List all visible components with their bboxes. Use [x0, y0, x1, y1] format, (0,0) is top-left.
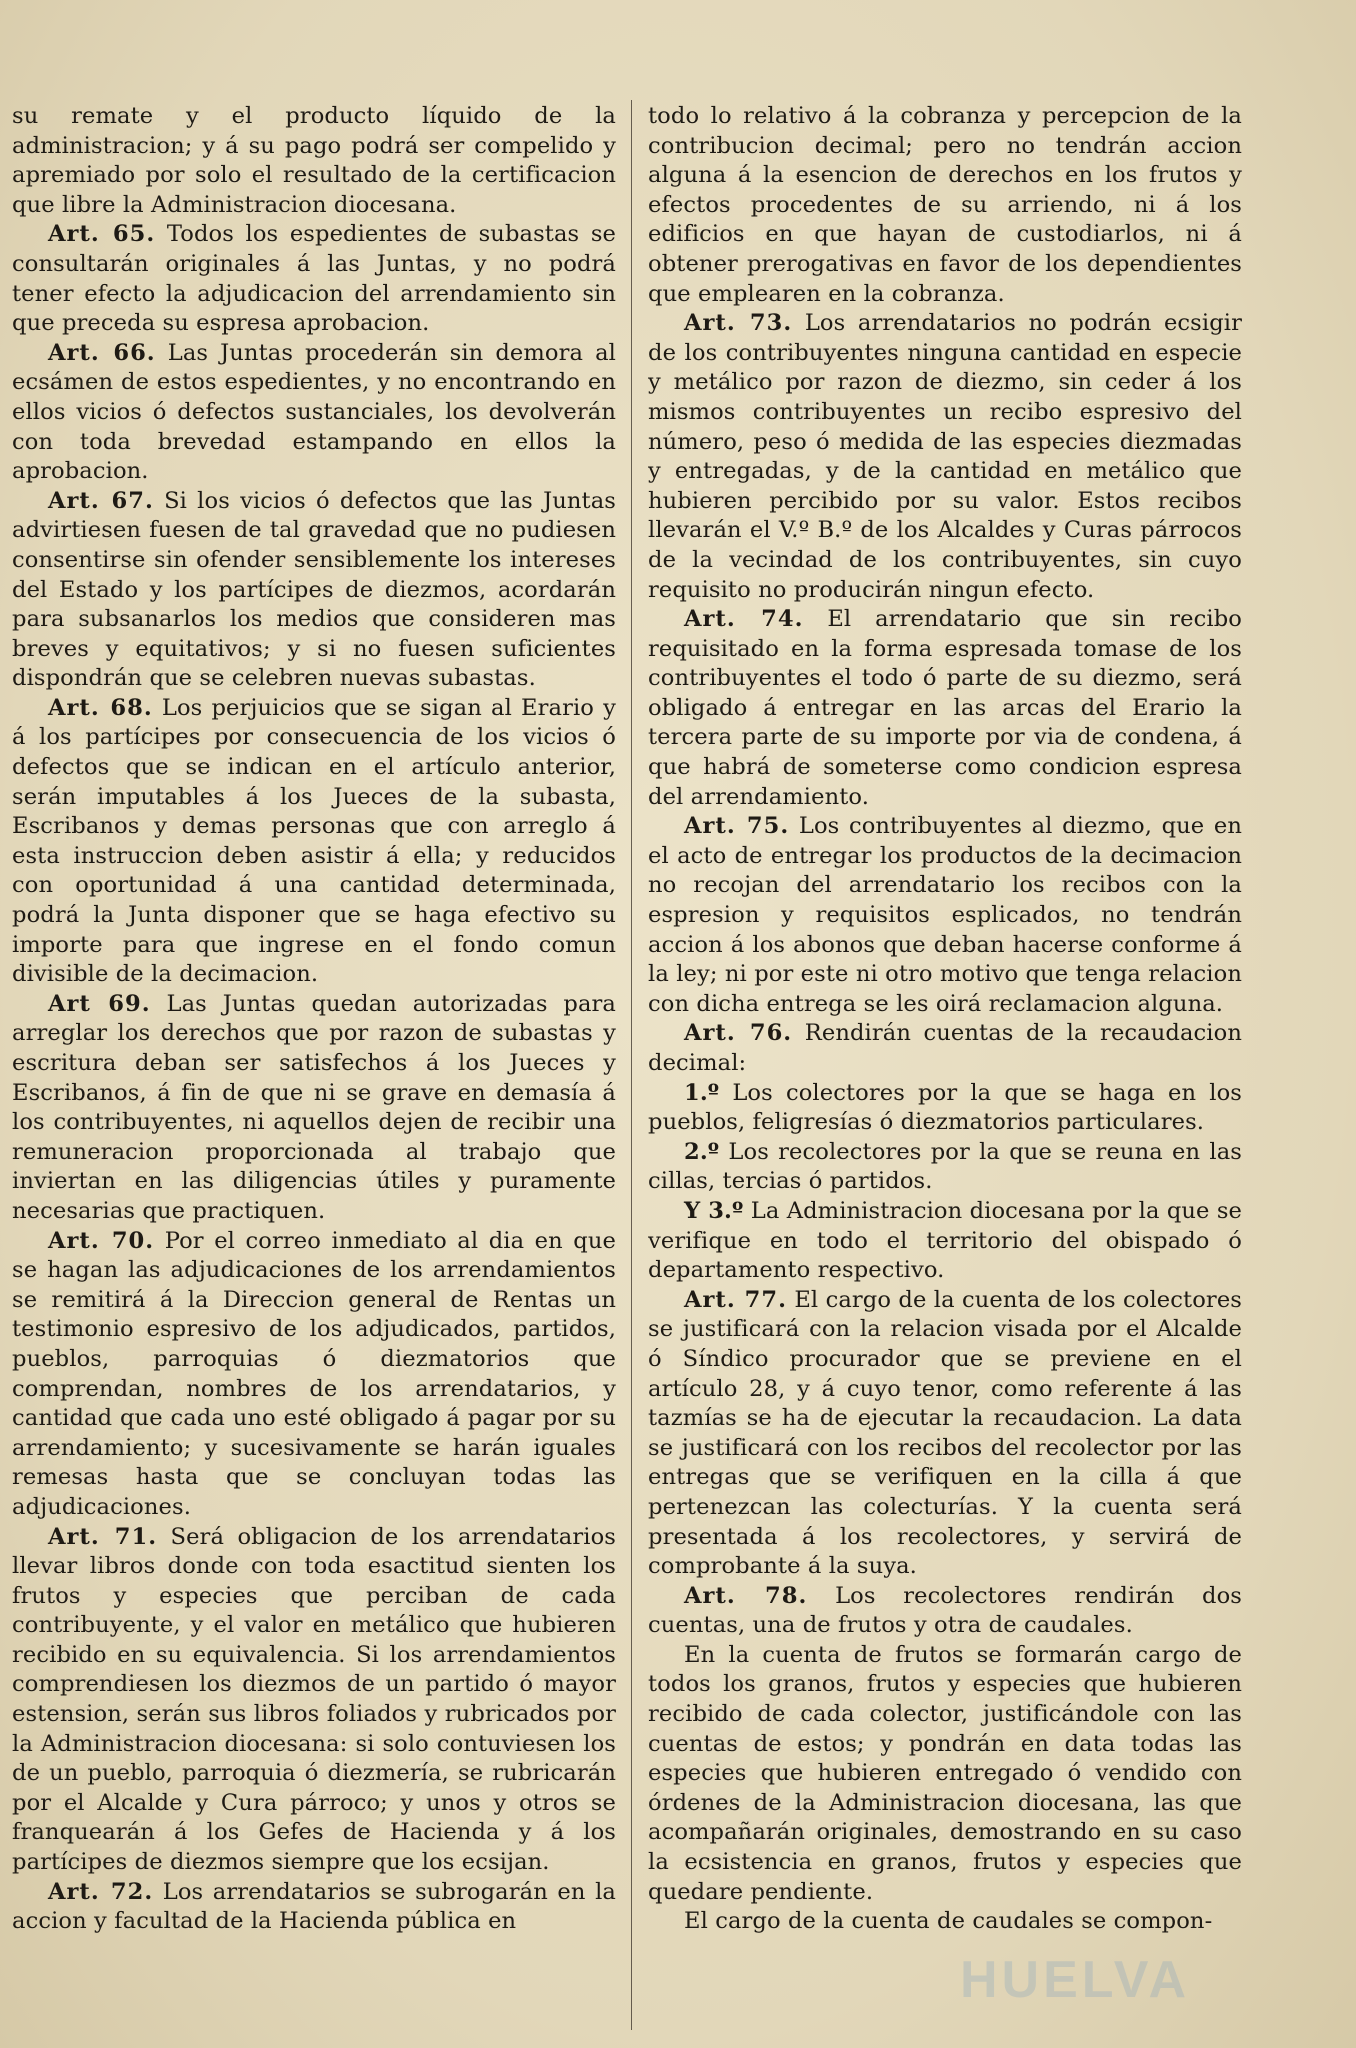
article-67	[12, 487, 616, 694]
article-label: Art. 66.	[48, 339, 156, 366]
article-text: Los perjuicios que se sigan al Erario y á los partícipes por consecuencia de los vicios ó defectos que se indican en el artículo anterior, serán imputables á los Jueces de la subasta, Escribanos y demas personas que con arreglo á esta instruccion deben asistir á ella; y reducidos con oportunidad á una cantidad determinada, podrá la Junta disponer que se haga efectivo su importe para que ingrese en el fondo comun divisible de la decimacion.	[12, 694, 616, 988]
article-label: Art. 72.	[48, 1878, 154, 1905]
article-label: Art. 75.	[684, 813, 790, 840]
article-text: El cargo de la cuenta de los colectores se justificará con la relacion visada por el Alcalde ó Síndico procurador que se previene en el artículo 28, y á cuyo tenor, como referente á las tazmías se ha de ejecutar la recaudacion. La data se justificará con los recibos del recolector por las entregas que se verifiquen en la cilla á que pertenezcan las colecturías. Y la cuenta será presentada á los recolectores, y servirá de comprobante á la suya.	[648, 1286, 1242, 1580]
article-69	[12, 990, 616, 1227]
list-item-2	[648, 1138, 1242, 1197]
article-text: Los arrendatarios no podrán ecsigir de los contribuyentes ninguna cantidad en especie y metálico por razon de diezmo, sin ceder á los mismos contribuyentes un recibo espresivo del número, peso ó medida de las especies diezmadas y entregadas, y de la cantidad en metálico que hubieren percibido por su valor. Estos recibos llevarán el V.º B.º de los Alcaldes y Curas párrocos de la vecindad de los contribuyentes, sin cuyo requisito no producirán ningun efecto.	[648, 310, 1242, 603]
article-label: Art. 77.	[684, 1286, 787, 1313]
article-71	[12, 1523, 616, 1878]
watermark: HUELVA	[960, 1951, 1191, 2009]
article-label: Art. 74.	[684, 606, 804, 633]
article-68	[12, 694, 616, 990]
article-65	[12, 220, 616, 338]
article-text: Será obligacion de los arrendatarios llevar libros donde con toda esactitud sienten los frutos y especies que perciban de cada contribuyente, y el valor en metálico que hubieren recibido en su equivalencia. Si los arrendamientos comprendiesen los diezmos de un partido ó mayor estension, serán sus libros foliados y rubricados por la Administracion diocesana: si solo contuviesen los de un pueblo, parroquia ó diezmería, se rubricarán por el Alcalde y Cura párroco; y unos y otros se franquearán á los Gefes de Hacienda y á los partícipes de diezmos siempre que los ecsijan.	[12, 1523, 616, 1876]
article-74	[648, 605, 1242, 812]
article-text: Todos los espedientes de subastas se consultarán originales á las Juntas, y no podrá tener efecto la adjudicacion del arrendamiento sin que preceda su espresa aprobacion.	[12, 221, 616, 337]
article-78	[648, 1582, 1242, 1641]
list-item-1	[648, 1079, 1242, 1138]
article-label: Art 69.	[48, 990, 151, 1017]
article-text: Si los vicios ó defectos que las Juntas advirtiesen fuesen de tal gravedad que no pudiesen consentirse sin ofender sensiblemente los intereses del Estado y los partícipes de diezmos, acordarán para subsanarlos los medios que consideren mas breves y equitativos; y si no fuesen suficientes dispondrán que se celebren nuevas subastas.	[12, 487, 616, 692]
article-text: Rendirán cuentas de la recaudacion decimal:	[648, 1020, 1242, 1076]
item-text: Los recolectores por la que se reuna en las cillas, tercias ó partidos.	[648, 1138, 1242, 1195]
article-77	[648, 1286, 1242, 1582]
left-column	[12, 102, 616, 2032]
item-text: La Administracion diocesana por la que se verifique en todo el territorio del obispado ó departamento respectivo.	[648, 1197, 1242, 1284]
paragraph-frutos: En la cuenta de frutos se formarán cargo de todos los granos, frutos y especies que hubieren recibido de cada colector, justificándole con las cuentas de estos; y pondrán en data todas las especies que hubieren entregado ó vendido con órdenes de la Administracion diocesana, las que acompañarán originales, demostrando en su caso la ecsistencia en granos, frutos y especies que quedare pendiente.	[648, 1641, 1242, 1905]
article-label: Art. 68.	[48, 694, 153, 721]
paragraph-continuation: todo lo relativo á la cobranza y percepcion de la contribucion decimal; pero no tendrán accion alguna á la esencion de derechos en los frutos y efectos procedentes de su arriendo, ni á los edificios en que hayan de custodiarlos, ni á obtener prerogativas en favor de los dependientes que emplearen en la cobranza.	[648, 103, 1242, 307]
article-73	[648, 309, 1242, 605]
article-66	[12, 339, 616, 487]
article-72	[12, 1878, 616, 1937]
article-text: Los recolectores rendirán dos cuentas, una de frutos y otra de caudales.	[648, 1582, 1242, 1639]
article-text: Los arrendatarios se subrogarán en la accion y facultad de la Hacienda pública en	[12, 1878, 616, 1935]
item-number: Y 3.º	[684, 1197, 744, 1224]
article-text: Las Juntas quedan autorizadas para arreglar los derechos que por razon de subastas y escritura deban ser satisfechos á los Jueces y Escribanos, á fin de que ni se grave en demasía á los contribuyentes, ni aquellos dejen de recibir una remuneracion proporcionada al trabajo que inviertan en las diligencias útiles y puramente necesarias que practiquen.	[12, 990, 616, 1224]
article-70	[12, 1227, 616, 1523]
article-label: Art. 67.	[48, 487, 154, 514]
item-number: 1.º	[684, 1079, 720, 1106]
paragraph-caudales: El cargo de la cuenta de caudales se compon-	[684, 1908, 1213, 1935]
right-column	[648, 102, 1242, 2032]
article-text: Las Juntas procederán sin demora al ecsámen de estos espedientes, y no encontrando en ellos vicios ó defectos sustanciales, los devolverán con toda brevedad estampando en ellos la aprobacion.	[12, 339, 616, 485]
item-text: Los colectores por la que se haga en los pueblos, feligresías ó diezmatorios particulares.	[648, 1079, 1242, 1136]
list-item-3	[648, 1197, 1242, 1286]
article-label: Art. 73.	[684, 310, 793, 337]
article-label: Art. 78.	[684, 1582, 808, 1609]
paragraph-continuation: su remate y el producto líquido de la administracion; y á su pago podrá ser compelido y apremiado por solo el resultado de la certificacion que libre la Administracion diocesana.	[12, 103, 616, 218]
article-label: Art. 70.	[48, 1227, 155, 1254]
item-number: 2.º	[684, 1138, 720, 1165]
column-divider	[631, 100, 632, 2030]
article-75	[648, 812, 1242, 1019]
article-text: Los contribuyentes al diezmo, que en el acto de entregar los productos de la decimacion no recojan del arrendatario los recibos con la espresion y requisitos esplicados, no tendrán accion á los abonos que deban hacerse conforme á la ley; ni por este ni otro motivo que tenga relacion con dicha entrega se les oirá reclamacion alguna.	[648, 813, 1242, 1017]
article-76	[648, 1019, 1242, 1078]
article-text: El arrendatario que sin recibo requisitado en la forma espresada tomase de los contribuyentes el todo ó parte de su diezmo, será obligado á entregar en las arcas del Erario la tercera parte de su importe por via de condena, á que habrá de someterse como condicion espresa del arrendamiento.	[648, 606, 1242, 810]
article-label: Art. 76.	[684, 1020, 793, 1047]
article-label: Art. 71.	[48, 1523, 158, 1550]
article-text: Por el correo inmediato al dia en que se hagan las adjudicaciones de los arrendamientos se remitirá á la Direccion general de Rentas un testimonio espresivo de los adjudicados, partidos, pueblos, parroquias ó diezmatorios que comprendan, nombres de los arrendatarios, y cantidad que cada uno esté obligado á pagar por su arrendamiento; y sucesivamente se harán iguales remesas hasta que se concluyan todas las adjudicaciones.	[12, 1227, 616, 1520]
article-label: Art. 65.	[48, 221, 156, 248]
